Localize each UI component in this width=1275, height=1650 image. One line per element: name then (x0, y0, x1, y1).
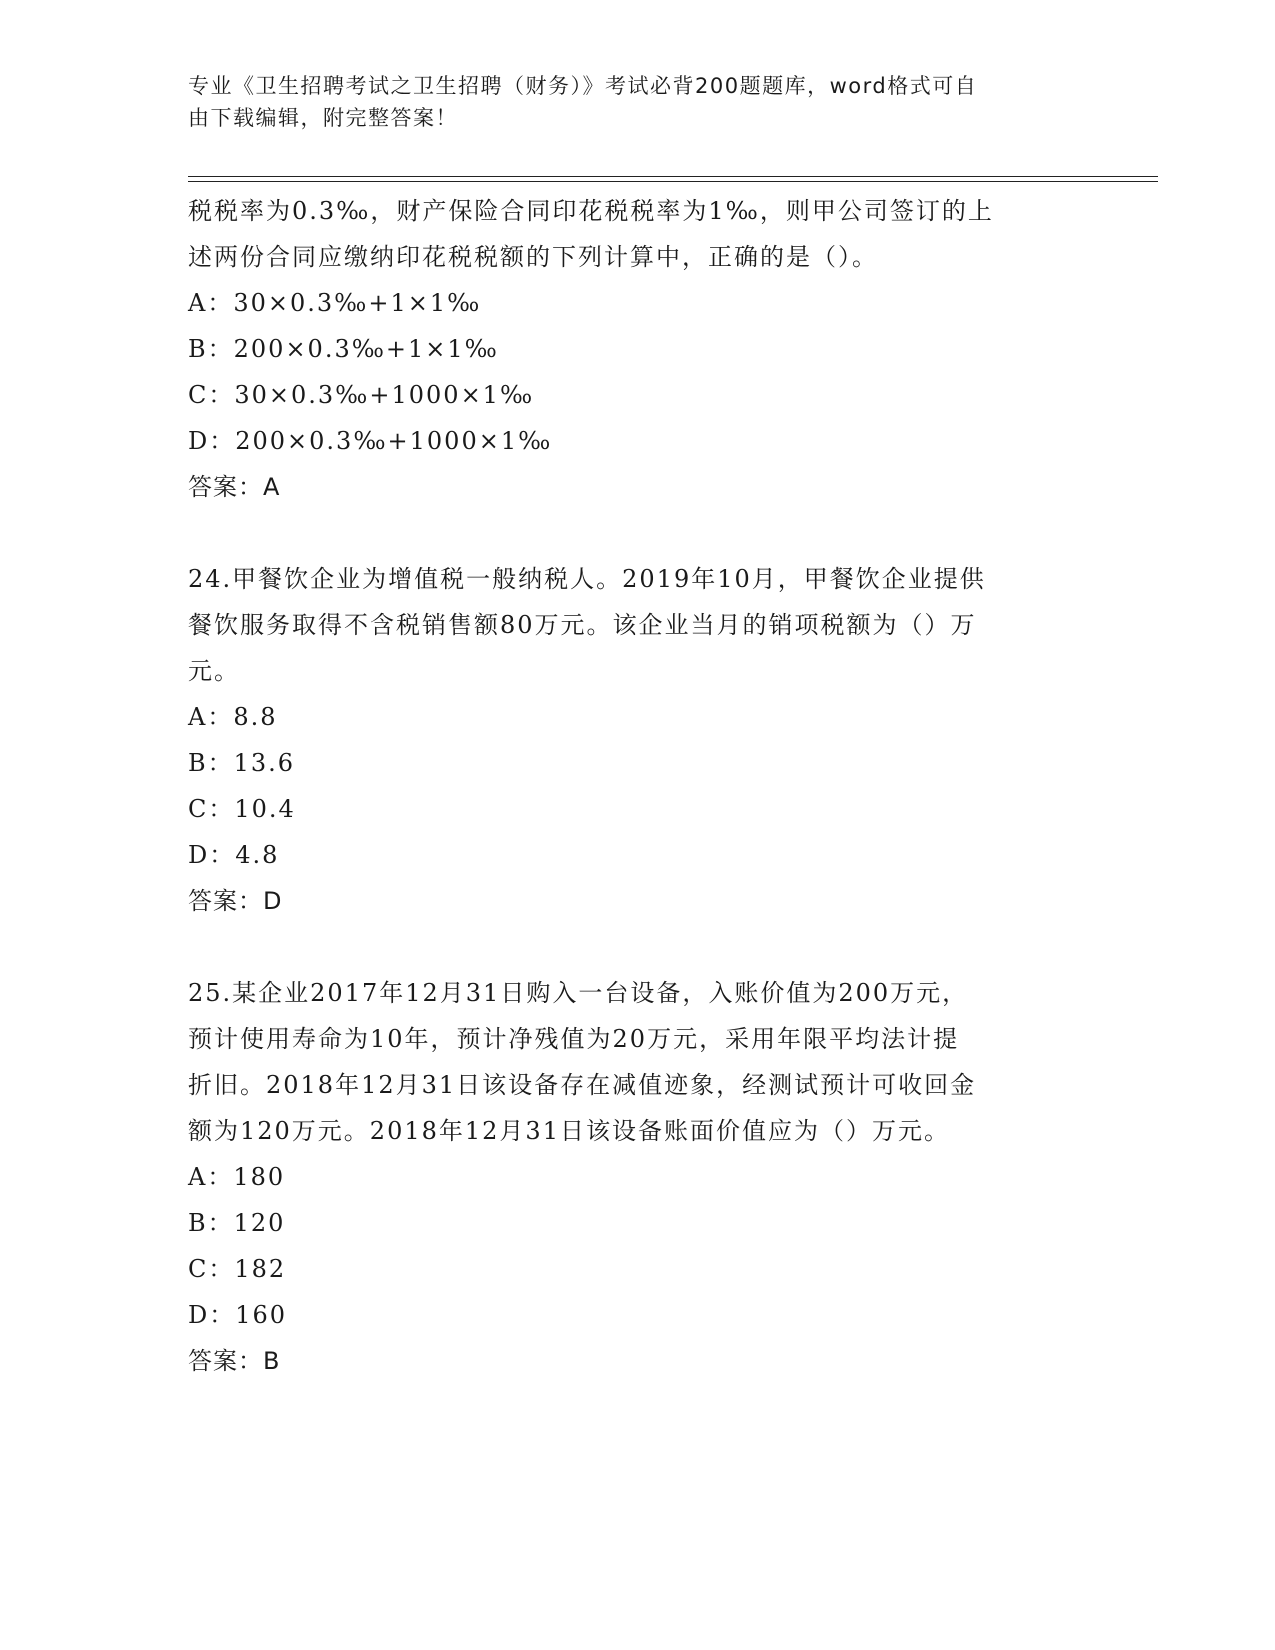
question-text-line: 额为120万元。2018年12月31日该设备账面价值应为（）万元。 (188, 1117, 950, 1145)
option-b: B：200×0.3‰+1×1‰ (188, 335, 499, 363)
option-a: A：180 (188, 1163, 286, 1191)
option-d: D：200×0.3‰+1000×1‰ (188, 427, 553, 455)
question-text-line: 25.某企业2017年12月31日购入一台设备，入账价值为200万元， (188, 979, 969, 1007)
option-a: A：8.8 (188, 703, 278, 731)
question-text-line: 24.甲餐饮企业为增值税一般纳税人。2019年10月，甲餐饮企业提供 (188, 565, 986, 593)
option-a: A：30×0.3‰+1×1‰ (188, 289, 482, 317)
option-d: D：160 (188, 1301, 288, 1329)
header-line-2: 由下载编辑，附完整答案！ (188, 106, 458, 130)
option-b: B：120 (188, 1209, 286, 1237)
question-text-line: 折旧。2018年12月31日该设备存在减值迹象，经测试预计可收回金 (188, 1071, 977, 1099)
option-c: C：30×0.3‰+1000×1‰ (188, 381, 535, 409)
header-divider (188, 176, 1158, 182)
question-24 (188, 556, 1088, 924)
option-c: C：10.4 (188, 795, 296, 823)
option-b: B：13.6 (188, 749, 296, 777)
question-text-line: 述两份合同应缴纳印花税税额的下列计算中，正确的是（）。 (188, 243, 878, 271)
document-body (188, 188, 1088, 1384)
question-text-line: 税税率为0.3‰，财产保险合同印花税税率为1‰，则甲公司签订的上 (188, 197, 994, 225)
question-23-continued (188, 188, 1088, 510)
question-25 (188, 970, 1088, 1384)
answer-line: 答案：B (188, 1347, 281, 1375)
document-header (188, 70, 1068, 134)
answer-line: 答案：D (188, 887, 283, 915)
question-text-line: 餐饮服务取得不含税销售额80万元。该企业当月的销项税额为（）万 (188, 611, 977, 639)
question-text-line: 元。 (188, 657, 240, 685)
option-c: C：182 (188, 1255, 287, 1283)
option-d: D：4.8 (188, 841, 280, 869)
header-line-1: 专业《卫生招聘考试之卫生招聘（财务）》考试必背200题题库，word格式可自 (188, 74, 978, 98)
question-text-line: 预计使用寿命为10年，预计净残值为20万元，采用年限平均法计提 (188, 1025, 960, 1053)
answer-line: 答案：A (188, 473, 281, 501)
